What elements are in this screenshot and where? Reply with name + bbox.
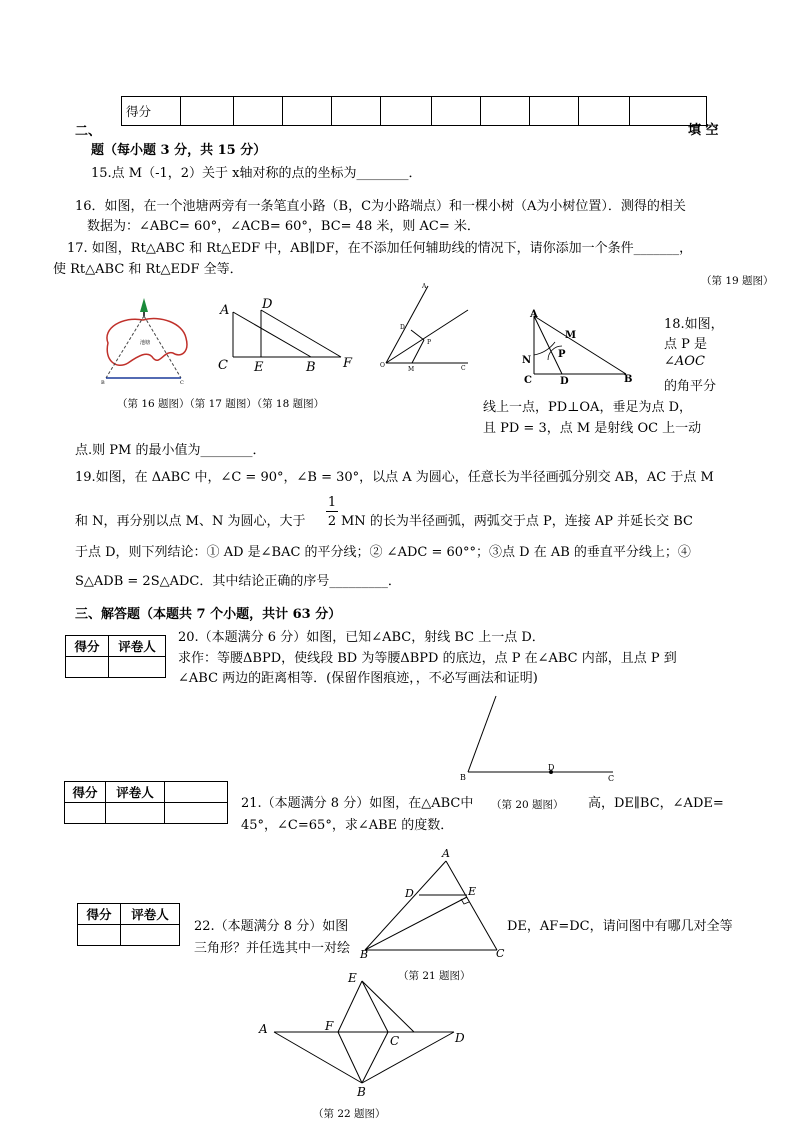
label-C: C: [496, 947, 505, 960]
pond-label: 池塘: [140, 340, 151, 346]
question-21-line1b: 高，DE∥BC，∠ADE=: [588, 796, 724, 811]
label-D: D: [548, 763, 555, 772]
question-20-line1: 20.（本题满分 6 分）如图，已知∠ABC，射线 BC 上一点 D．: [178, 630, 545, 645]
score-header: 得分: [65, 782, 106, 803]
label-A: A: [422, 283, 427, 290]
label-C: C: [390, 1034, 400, 1048]
fraction-one-half: [326, 496, 338, 528]
label-A: A: [530, 309, 538, 320]
score-cell[interactable]: [66, 657, 109, 678]
label-B: B: [460, 773, 466, 782]
label-O: O: [380, 362, 385, 369]
question-20-line3: ∠ABC 两边的距离相等．(保留作图痕迹，，不必写画法和证明): [178, 671, 538, 686]
question-15: 15.点 M（-1，2）关于 x轴对称的点的坐标为________．: [91, 166, 422, 181]
label-N: N: [522, 355, 532, 366]
question-19-line2a: 和 N，再分别以点 M、N 为圆心，大于: [75, 514, 306, 529]
question-18-d: 的角平分: [664, 379, 717, 394]
grader-cell[interactable]: [106, 803, 165, 824]
grader-header: 评卷人: [121, 904, 180, 925]
extra-cell[interactable]: [165, 782, 228, 803]
question-22-line1b: DE，AF=DC，请问图中有哪几对全等: [507, 919, 733, 934]
question-18-e: 线上一点，PD⊥OA，垂足为点 D，: [483, 400, 692, 415]
score-bar: [121, 96, 707, 126]
question-16-line1: 16．如图，在一个池塘两旁有一条笔直小路（B，C为小路端点）和一棵小树（A为小树位置）．测得的相关: [75, 199, 686, 214]
figure-19: [520, 306, 640, 386]
label-B: B: [360, 948, 369, 961]
figures-16-17-18-caption: （第 16 题图）（第 17 题图）（第 18 题图）: [117, 398, 325, 410]
question-21-line1a: 21.（本题满分 8 分）如图，在△ABC中: [241, 796, 474, 811]
score-cell[interactable]: [530, 97, 579, 126]
label-A: A: [442, 847, 450, 860]
label-F: F: [325, 1019, 334, 1033]
score-cell[interactable]: [78, 925, 121, 946]
question-18-g: 点.则 PM 的最小值为________．: [75, 443, 266, 458]
label-C: C: [461, 365, 466, 372]
label-B: B: [306, 360, 316, 375]
section2-suffix: 填 空: [688, 123, 719, 138]
question-16-line2: 数据为：∠ABC= 60°，∠ACB= 60°，BC= 48 米，则 AC= 米．: [87, 219, 480, 234]
label-M: M: [565, 330, 577, 341]
score-header: 得分: [78, 904, 121, 925]
question-21-line2: 45°，∠C=65°，求∠ABE 的度数．: [241, 818, 454, 833]
figure-21-caption: （第 21 题图）: [398, 970, 471, 982]
section3-header: 三、解答题（本题共 7 个小题，共计 63 分）: [75, 607, 342, 622]
label-B: B: [101, 380, 105, 386]
question-19-line4: S△ADB = 2S△ADC．其中结论正确的序号_________．: [75, 574, 401, 589]
score-cell[interactable]: [481, 97, 530, 126]
figure-19-caption: （第 19 题图）: [701, 275, 774, 287]
score-cell[interactable]: [65, 803, 106, 824]
question-18-a: 18.如图，: [664, 317, 724, 332]
grader-box-22: [77, 903, 180, 946]
label-P: P: [427, 339, 432, 346]
grader-box-21: [64, 781, 228, 824]
label-C: C: [524, 375, 532, 386]
question-19-line1: 19.如图，在 ΔABC 中，∠C = 90°，∠B = 30°，以点 A 为圆心，任意长为半径画弧分别交 AB，AC 于点 M: [75, 470, 714, 485]
score-cell[interactable]: [432, 97, 481, 126]
label-C: C: [218, 358, 228, 373]
score-label: 得分: [122, 97, 181, 126]
label-B: B: [624, 374, 633, 385]
label-A: A: [259, 1022, 268, 1036]
score-cell[interactable]: [234, 97, 283, 126]
label-E: E: [348, 971, 357, 985]
label-D: D: [405, 887, 414, 900]
fraction-numerator: 1: [327, 495, 337, 510]
figure-20: [458, 690, 618, 783]
figure-21: [360, 845, 510, 965]
figure-17: [216, 297, 356, 375]
grader-cell[interactable]: [109, 657, 166, 678]
score-cell[interactable]: [381, 97, 432, 126]
score-cell[interactable]: [181, 97, 234, 126]
question-18-b: 点 P 是: [664, 337, 708, 352]
section2-number: 二、: [75, 124, 102, 139]
label-E: E: [468, 885, 477, 898]
extra-cell[interactable]: [165, 803, 228, 824]
label-D: D: [400, 324, 405, 331]
label-M: M: [408, 366, 415, 373]
fraction-denominator: 2: [327, 514, 337, 529]
figure-18: [376, 278, 476, 378]
question-20-line2: 求作：等腰ΔBPD，使线段 BD 为等腰ΔBPD 的底边，点 P 在∠ABC 内部，且点 P 到: [178, 651, 677, 666]
question-17-line2: 使 Rt△ABC 和 Rt△EDF 全等．: [53, 262, 243, 277]
score-cell[interactable]: [332, 97, 381, 126]
question-19-line3: 于点 D，则下列结论：① AD 是∠BAC 的平分线；② ∠ADC = 60°°；③点 D 在 AB 的垂直平分线上；④: [75, 545, 691, 560]
label-F: F: [343, 356, 353, 371]
figure-20-caption: （第 20 题图）: [491, 799, 564, 811]
question-19-line2b: MN 的长为半径画弧，两弧交于点 P，连接 AP 并延长交 BC: [341, 514, 693, 529]
label-P: P: [558, 349, 566, 360]
grader-header: 评卷人: [109, 636, 166, 657]
label-E: E: [254, 360, 264, 375]
score-cell[interactable]: [579, 97, 630, 126]
label-A: A: [220, 303, 230, 318]
label-D: D: [455, 1031, 465, 1045]
figure-22-caption: （第 22 题图）: [313, 1108, 386, 1120]
label-C: C: [608, 774, 615, 783]
grader-box-20: [65, 635, 166, 678]
figure-22: [256, 970, 476, 1099]
label-D: D: [560, 376, 569, 387]
question-22-line2: 三角形？并任选其中一对绘: [194, 941, 351, 956]
section2-header: 题（每小题 3 分，共 15 分）: [91, 143, 267, 158]
score-header: 得分: [66, 636, 109, 657]
question-17-line1: 17. 如图，Rt△ABC 和 Rt△EDF 中，AB∥DF，在不添加任何辅助线的情况下，请你添加一个条件_______，: [67, 241, 693, 256]
label-B: B: [357, 1085, 366, 1099]
question-18-c: ∠AOC: [664, 354, 705, 369]
label-D: D: [262, 297, 273, 312]
grader-cell[interactable]: [121, 925, 180, 946]
label-C: C: [180, 380, 184, 386]
question-22-line1a: 22.（本题满分 8 分）如图: [194, 919, 349, 934]
question-18-f: 且 PD = 3，点 M 是射线 OC 上一动: [483, 421, 702, 436]
figure-16: [98, 298, 198, 388]
score-cell[interactable]: [283, 97, 332, 126]
grader-header: 评卷人: [106, 782, 165, 803]
